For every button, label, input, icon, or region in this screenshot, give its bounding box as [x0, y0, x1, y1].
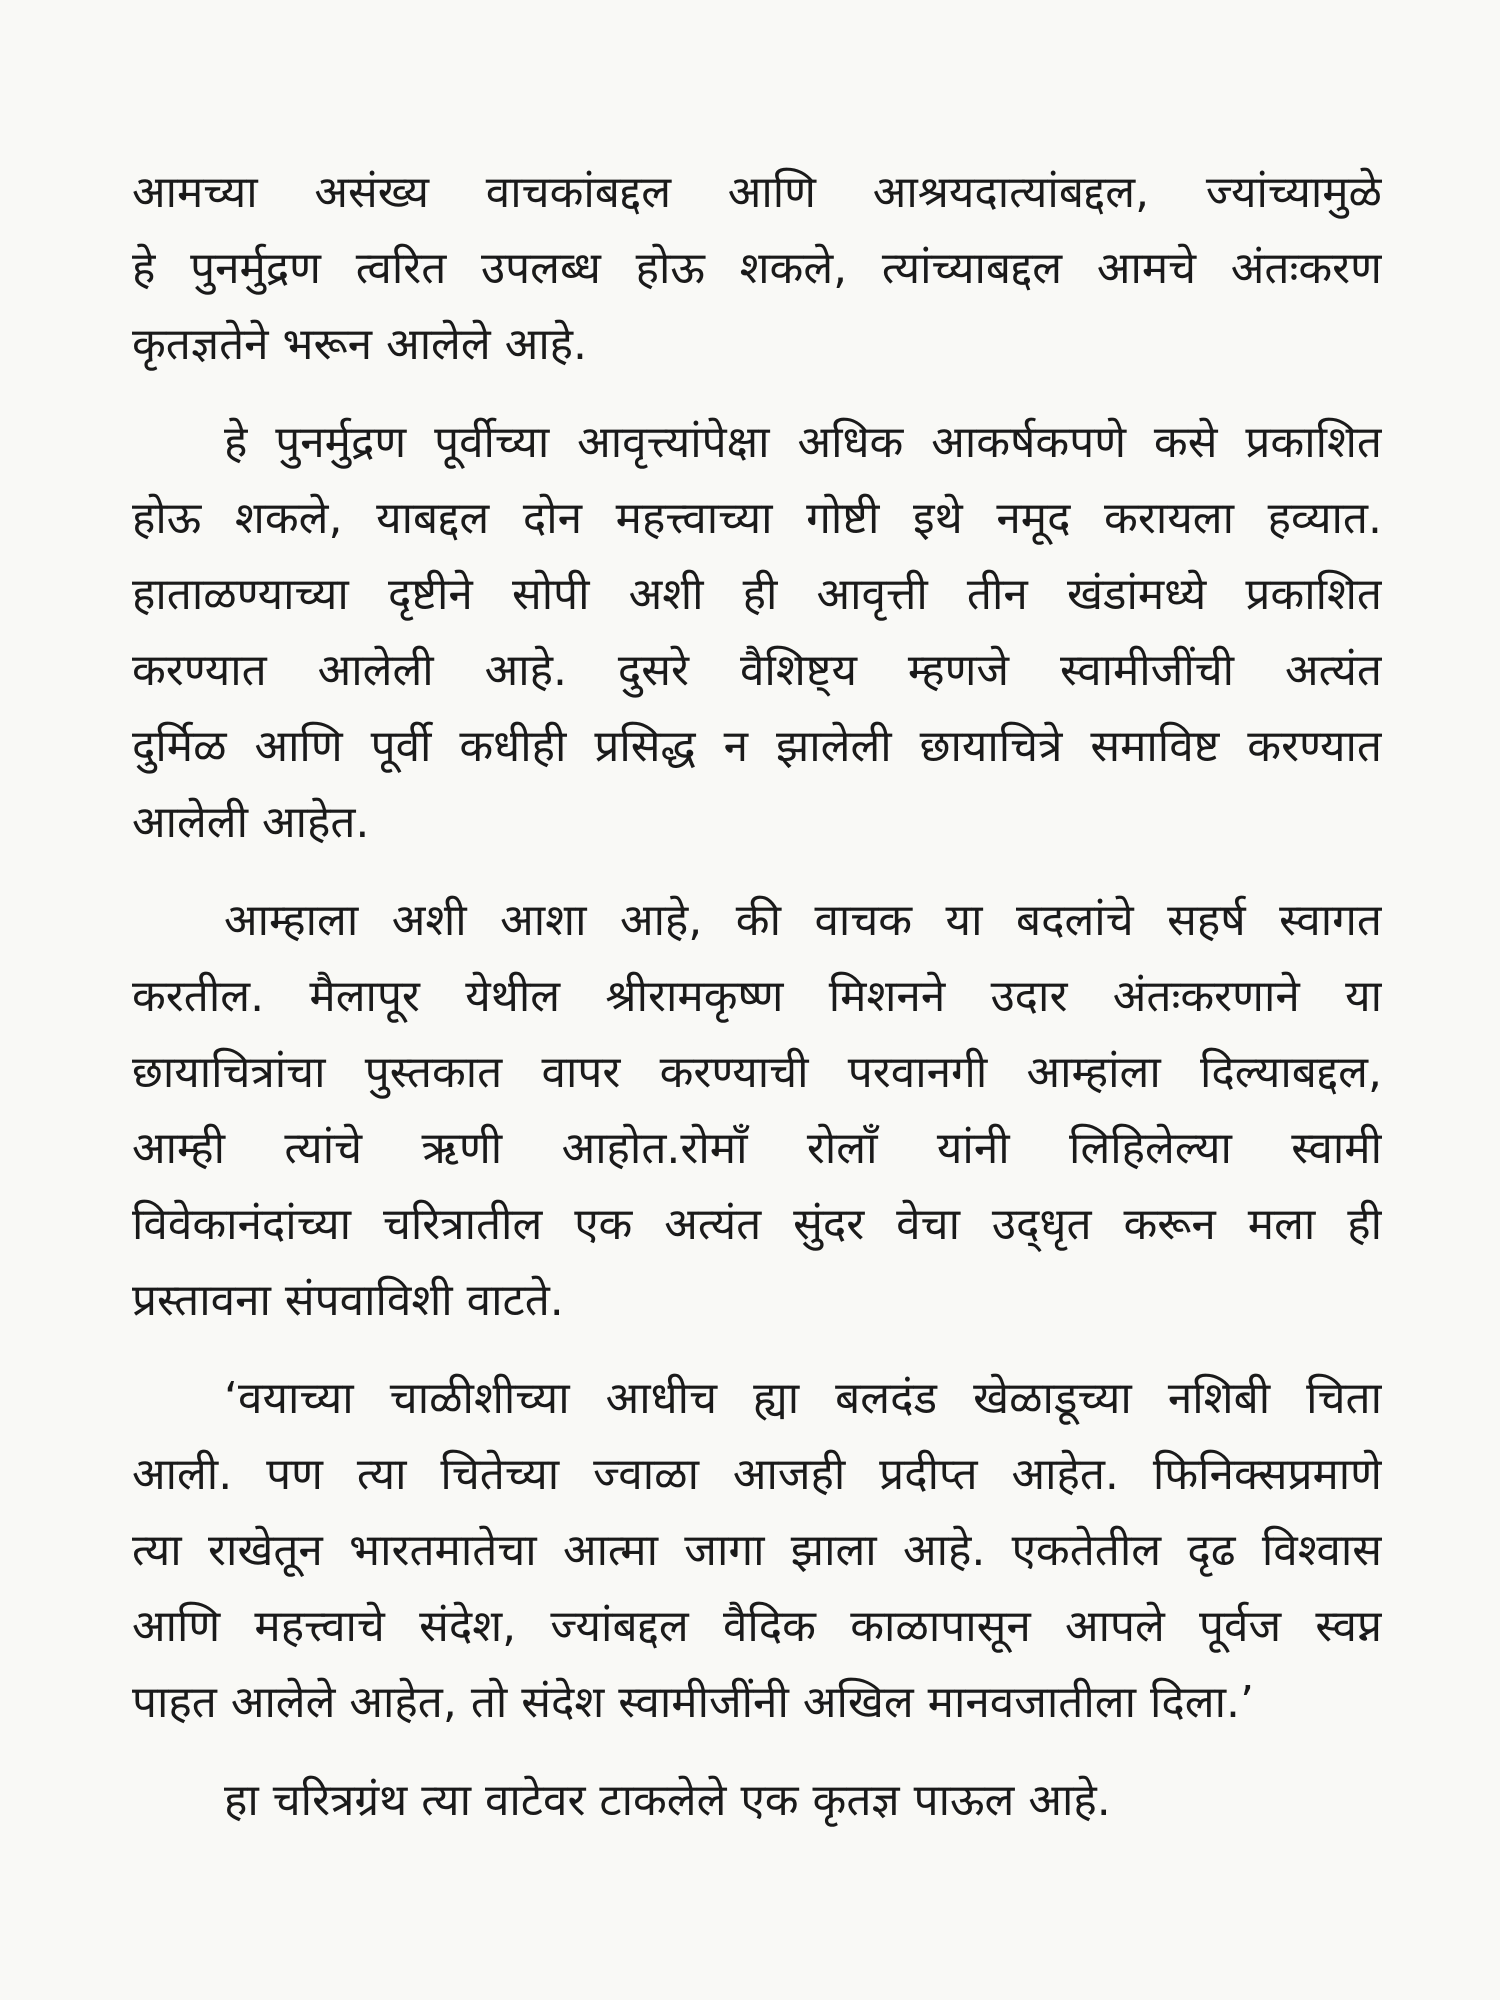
- text-line: आणि महत्त्वाचे संदेश, ज्यांबद्दल वैदिक काळापासून आपले पूर्वज स्वप्न: [132, 1601, 1382, 1652]
- paragraph-3: [132, 883, 1382, 1339]
- text-line: करतील. मैलापूर येथील श्रीरामकृष्ण मिशनने उदार अंतःकरणाने या: [132, 971, 1382, 1022]
- text-line: पाहत आलेले आहेत, तो संदेश स्वामीजींनी अखिल मानवजातीला दिला.’: [132, 1677, 1254, 1728]
- text-line: ‘वयाच्या चाळीशीच्या आधीच ह्या बलदंड खेळाडूच्या नशिबी चिता: [224, 1373, 1382, 1424]
- text-line: त्या राखेतून भारतमातेचा आत्मा जागा झाला आहे. एकतेतील दृढ विश्वास: [132, 1525, 1382, 1576]
- text-line: हे पुनर्मुद्रण त्वरित उपलब्ध होऊ शकले, त्यांच्याबद्दल आमचे अंतःकरण: [132, 243, 1382, 294]
- text-line: करण्यात आलेली आहे. दुसरे वैशिष्ट्य म्हणजे स्वामीजींची अत्यंत: [132, 645, 1382, 696]
- preface-text: [132, 155, 1382, 1861]
- text-line: आम्ही त्यांचे ऋणी आहोत.रोमाँ रोलाँ यांनी लिहिलेल्या स्वामी: [132, 1123, 1382, 1174]
- text-line: होऊ शकले, याबद्दल दोन महत्त्वाच्या गोष्टी इथे नमूद करायला हव्यात.: [132, 493, 1382, 544]
- paragraph-2: [132, 405, 1382, 861]
- text-line: कृतज्ञतेने भरून आलेले आहे.: [132, 319, 588, 370]
- text-line: विवेकानंदांच्या चरित्रातील एक अत्यंत सुंदर वेचा उद्‌धृत करून मला ही: [132, 1199, 1382, 1250]
- text-line: आलेली आहेत.: [132, 797, 370, 848]
- text-line: आमच्या असंख्य वाचकांबद्दल आणि आश्रयदात्यांबद्दल, ज्यांच्यामुळे: [132, 167, 1382, 218]
- paragraph-1: [132, 155, 1382, 383]
- text-line: आम्हाला अशी आशा आहे, की वाचक या बदलांचे सहर्ष स्वागत: [224, 895, 1382, 946]
- text-line: दुर्मिळ आणि पूर्वी कधीही प्रसिद्ध न झालेली छायाचित्रे समाविष्ट करण्यात: [132, 721, 1382, 772]
- paragraph-4-quote: [132, 1361, 1382, 1741]
- text-line: आली. पण त्या चितेच्या ज्वाळा आजही प्रदीप्त आहेत. फिनिक्सप्रमाणे: [132, 1449, 1382, 1500]
- text-line: प्रस्तावना संपवाविशी वाटते.: [132, 1275, 564, 1326]
- text-line: हाताळण्याच्या दृष्टीने सोपी अशी ही आवृत्ती तीन खंडांमध्ये प्रकाशित: [132, 569, 1382, 620]
- text-line: छायाचित्रांचा पुस्तकात वापर करण्याची परवानगी आम्हांला दिल्याबद्दल,: [132, 1047, 1382, 1098]
- paragraph-5: [132, 1763, 1382, 1839]
- text-line: हा चरित्रग्रंथ त्या वाटेवर टाकलेले एक कृतज्ञ पाऊल आहे.: [224, 1775, 1111, 1826]
- text-line: हे पुनर्मुद्रण पूर्वीच्या आवृत्त्यांपेक्षा अधिक आकर्षकपणे कसे प्रकाशित: [224, 417, 1382, 468]
